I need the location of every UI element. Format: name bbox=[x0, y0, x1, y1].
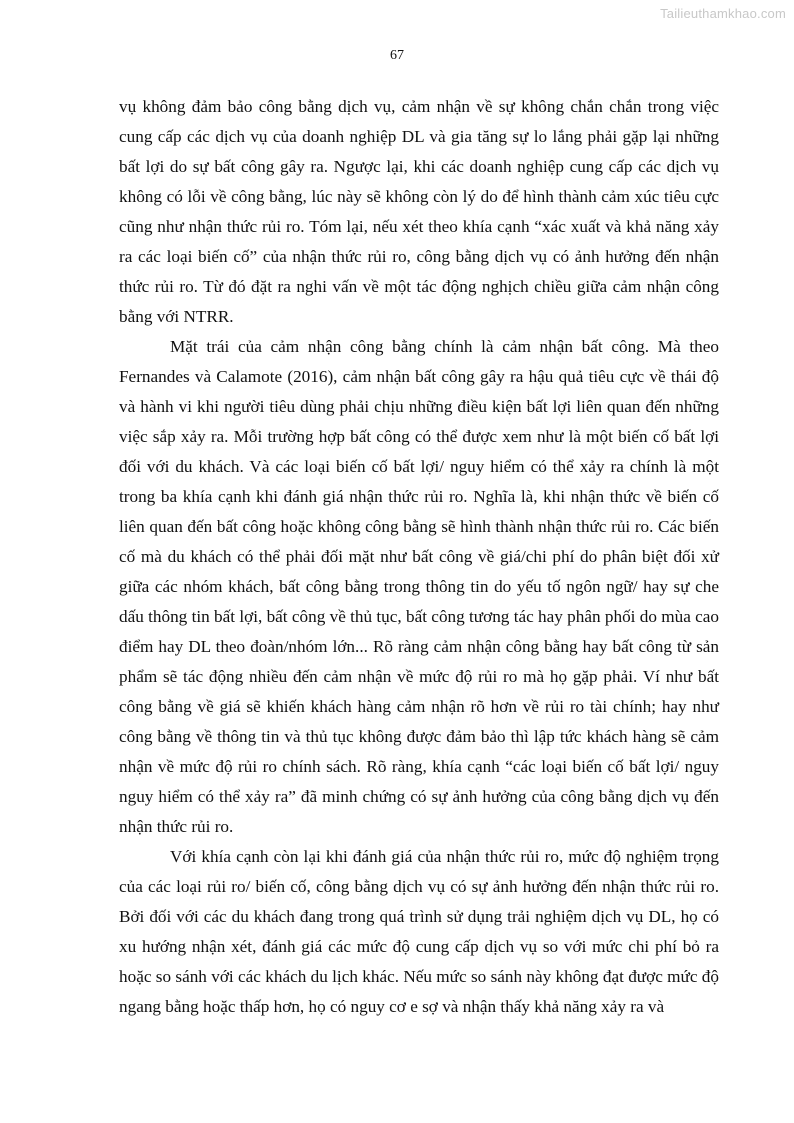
watermark: Tailieuthamkhao.com bbox=[660, 6, 786, 21]
paragraph: Mặt trái của cảm nhận công bằng chính là cảm nhận bất công. Mà theo Fernandes và Calamote (2016), cảm nhận bất công gây ra hậu quả tiêu cực về thái độ và hành vi khi người tiêu dùng phải chịu những điều kiện bất lợi liên quan đến những việc sắp xảy ra. Mỗi trường hợp bất công có thể được xem như là một biến cố bất lợi đối với du khách. Và các loại biến cố bất lợi/ nguy hiểm có thể xảy ra chính là một trong ba khía cạnh khi đánh giá nhận thức rủi ro. Nghĩa là, khi nhận thức về biến cố liên quan đến bất công hoặc không công bằng sẽ hình thành nhận thức rủi ro. Các biến cố mà du khách có thể phải đối mặt như bất công về giá/chi phí do phân biệt đối xử giữa các nhóm khách, bất công bằng trong thông tin do yếu tố ngôn ngữ/ hay sự che dấu thông tin bất lợi, bất công về thủ tục, bất công tương tác hay phân phối do mùa cao điểm hay DL theo đoàn/nhóm lớn... Rõ ràng cảm nhận công bằng hay bất công từ sản phẩm sẽ tác động nhiều đến cảm nhận về mức độ rủi ro mà họ gặp phải. Ví như bất công bằng về giá sẽ khiến khách hàng cảm nhận rõ hơn về rủi ro tài chính; hay như công bằng về thông tin và thủ tục không được đảm bảo thì lập tức khách hàng sẽ cảm nhận về mức độ rủi ro chính sách. Rõ ràng, khía cạnh “các loại biến cố bất lợi/ nguy nguy hiểm có thể xảy ra” đã minh chứng có sự ảnh hưởng của công bằng dịch vụ đến nhận thức rủi ro. bbox=[119, 337, 719, 836]
paragraph: vụ không đảm bảo công bằng dịch vụ, cảm nhận về sự không chắn chắn trong việc cung cấp các dịch vụ của doanh nghiệp DL và gia tăng sự lo lắng phải gặp lại những bất lợi do sự bất công gây ra. Ngược lại, khi các doanh nghiệp cung cấp các dịch vụ không có lỗi về công bằng, lúc này sẽ không còn lý do để hình thành cảm xúc tiêu cực cũng như nhận thức rủi ro. Tóm lại, nếu xét theo khía cạnh “xác xuất và khả năng xảy ra các loại biến cố” của nhận thức rủi ro, công bằng dịch vụ có ảnh hưởng đến nhận thức rủi ro. Từ đó đặt ra nghi vấn về một tác động nghịch chiều giữa cảm nhận công bằng với NTRR. bbox=[119, 97, 719, 326]
page-number: 67 bbox=[390, 48, 404, 63]
paragraph: Với khía cạnh còn lại khi đánh giá của nhận thức rủi ro, mức độ nghiệm trọng của các loại rủi ro/ biến cố, công bằng dịch vụ có sự ảnh hưởng đến nhận thức rủi ro. Bởi đối với các du khách đang trong quá trình sử dụng trải nghiệm dịch vụ DL, họ có xu hướng nhận xét, đánh giá các mức độ cung cấp dịch vụ so với mức chi phí bỏ ra hoặc so sánh với các khách du lịch khác. Nếu mức so sánh này không đạt được mức độ ngang bằng hoặc thấp hơn, họ có nguy cơ e sợ và nhận thấy khả năng xảy ra và bbox=[119, 847, 719, 1016]
document-body bbox=[119, 92, 719, 1022]
